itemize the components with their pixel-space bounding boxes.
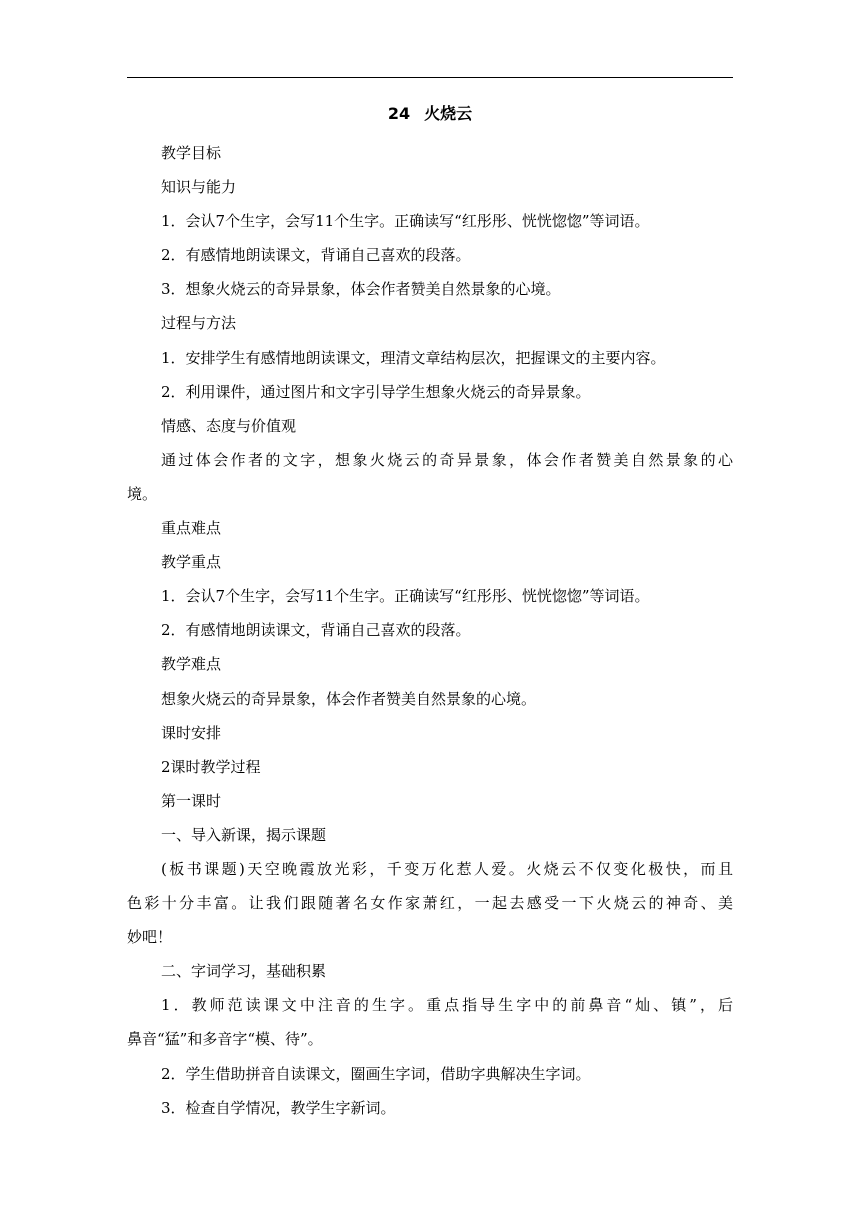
intro-paragraph-line-3: 妙吧！: [127, 928, 173, 947]
subheading-knowledge: 知识与能力: [161, 178, 237, 197]
focus-item-1: 1．会认7个生字，会写11个生字。正确读写“红彤彤、恍恍惚惚”等词语。: [161, 587, 650, 606]
intro-paragraph-line-1: (板书课题)天空晚霞放光彩，千变万化惹人爱。火烧云不仅变化极快，而且: [161, 859, 733, 878]
step-heading-words: 二、字词学习，基础积累: [161, 962, 327, 981]
lesson-title-text: 火烧云: [424, 104, 473, 123]
words-item-3: 3．检查自学情况，教学生字新词。: [161, 1098, 396, 1117]
difficulty-text: 想象火烧云的奇异景象，体会作者赞美自然景象的心境。: [161, 689, 537, 708]
process-item-2: 2．利用课件，通过图片和文字引导学生想象火烧云的奇异景象。: [161, 382, 591, 401]
section-heading-schedule: 课时安排: [161, 723, 222, 742]
emotion-paragraph-line-2: 境。: [127, 484, 158, 503]
focus-item-2: 2．有感情地朗读课文，背诵自己喜欢的段落。: [161, 621, 471, 640]
intro-paragraph-line-2: 色彩十分丰富。让我们跟随著名女作家萧红，一起去感受一下火烧云的神奇、美: [127, 894, 733, 913]
document-body: [127, 136, 733, 1125]
emotion-paragraph-line-1: 通过体会作者的文字，想象火烧云的奇异景象，体会作者赞美自然景象的心: [161, 450, 733, 469]
objective-item-3: 3．想象火烧云的奇异景象，体会作者赞美自然景象的心境。: [161, 280, 561, 299]
section-heading-objectives: 教学目标: [161, 144, 222, 162]
schedule-text: 2课时教学过程: [161, 757, 261, 776]
lesson-title: [0, 102, 860, 126]
lesson-number: 24: [387, 104, 411, 123]
objective-item-1: 1．会认7个生字，会写11个生字。正确读写“红彤彤、恍恍惚惚”等词语。: [161, 212, 650, 231]
words-paragraph-line-1: 1．教师范读课文中注音的生字。重点指导生字中的前鼻音“灿、镇”，后: [161, 996, 733, 1015]
step-heading-intro: 一、导入新课，揭示课题: [161, 825, 327, 844]
subheading-first-lesson: 第一课时: [161, 791, 222, 810]
subheading-teaching-difficulty: 教学难点: [161, 655, 222, 674]
words-paragraph-line-2: 鼻音“猛”和多音字“模、待”。: [127, 1030, 323, 1049]
objective-item-2: 2．有感情地朗读课文，背诵自己喜欢的段落。: [161, 246, 471, 265]
subheading-process: 过程与方法: [161, 314, 237, 333]
section-heading-key-points: 重点难点: [161, 519, 222, 538]
header-rule: [127, 77, 733, 78]
words-item-2: 2．学生借助拼音自读课文，圈画生字词，借助字典解决生字词。: [161, 1064, 591, 1083]
subheading-emotion: 情感、态度与价值观: [161, 416, 297, 435]
subheading-teaching-focus: 教学重点: [161, 553, 222, 572]
process-item-1: 1．安排学生有感情地朗读课文，理清文章结构层次，把握课文的主要内容。: [161, 348, 666, 367]
